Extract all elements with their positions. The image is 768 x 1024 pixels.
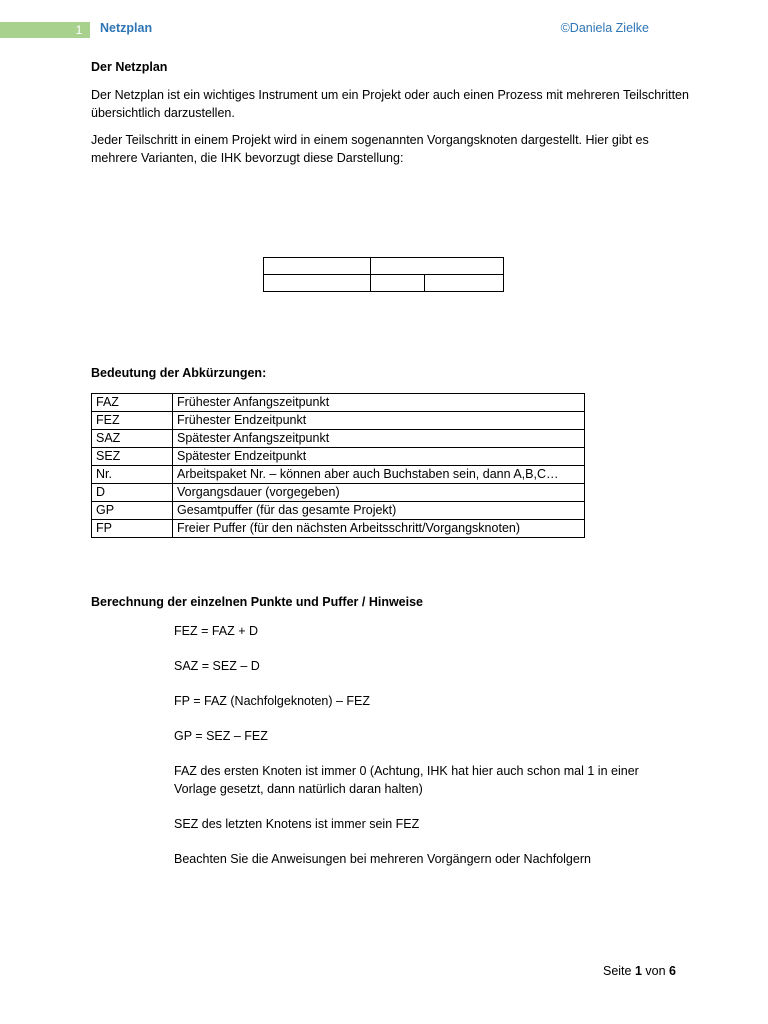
node-description-paragraph: Jeder Teilschritt in einem Projekt wird in einem sogenannten Vorgangsknoten dargestellt. Hier gibt es mehrere Varianten, die IHK bevorzugt diese Darstellung:: [91, 133, 649, 165]
page-footer: [603, 964, 676, 978]
table-row: [92, 484, 585, 502]
node-cell: [371, 275, 425, 292]
abbr-desc: Freier Puffer (für den nächsten Arbeitsschritt/Vorgangsknoten): [173, 520, 585, 538]
formula-fez: FEZ = FAZ + D: [174, 624, 259, 638]
abbr-key: FEZ: [92, 412, 173, 430]
abbr-desc: Gesamtpuffer (für das gesamte Projekt): [173, 502, 585, 520]
formula-fp: FP = FAZ (Nachfolgeknoten) – FEZ: [174, 694, 371, 708]
table-row: [92, 520, 585, 538]
abbr-desc: Frühester Endzeitpunkt: [173, 412, 585, 430]
abbr-key: GP: [92, 502, 173, 520]
abbreviation-table: [91, 393, 585, 538]
section-heading-abbreviations: Bedeutung der Abkürzungen:: [91, 366, 267, 380]
abbr-key: FAZ: [92, 394, 173, 412]
note-multiple-predecessors: Beachten Sie die Anweisungen bei mehreren Vorgängern oder Nachfolgern: [174, 852, 591, 866]
process-node-template: [263, 257, 504, 292]
abbr-desc: Spätester Endzeitpunkt: [173, 448, 585, 466]
footer-separator: von: [645, 964, 666, 978]
abbr-key: SEZ: [92, 448, 173, 466]
header-page-number: 1: [75, 23, 83, 37]
header-author: ©Daniela Zielke: [560, 21, 649, 35]
header-title: Netzplan: [100, 21, 153, 35]
note-sez-last-node: SEZ des letzten Knotens ist immer sein FEZ: [174, 817, 420, 831]
note-faz-first-node: FAZ des ersten Knoten ist immer 0 (Achtung, IHK hat hier auch schon mal 1 in einer Vorlage gesetzt, dann natürlich daran halten): [174, 764, 639, 796]
abbr-desc: Frühester Anfangszeitpunkt: [173, 394, 585, 412]
table-row: [92, 430, 585, 448]
abbr-desc: Spätester Anfangszeitpunkt: [173, 430, 585, 448]
table-row: [92, 412, 585, 430]
abbr-key: Nr.: [92, 466, 173, 484]
intro-paragraph: Der Netzplan ist ein wichtiges Instrument um ein Projekt oder auch einen Prozess mit mehreren Teilschritten übersichtlich darzustellen.: [91, 88, 689, 120]
footer-total-pages: 6: [669, 964, 676, 978]
footer-prefix: Seite: [602, 964, 632, 978]
table-row: [92, 394, 585, 412]
section-heading-netzplan: Der Netzplan: [91, 60, 168, 74]
section-heading-calculation: Berechnung der einzelnen Punkte und Puffer / Hinweise: [91, 595, 424, 609]
abbr-desc: Arbeitspaket Nr. – können aber auch Buchstaben sein, dann A,B,C…: [173, 466, 585, 484]
table-row: [92, 466, 585, 484]
node-cell: [371, 258, 504, 275]
table-row: [92, 448, 585, 466]
abbr-key: SAZ: [92, 430, 173, 448]
formula-saz: SAZ = SEZ – D: [174, 659, 260, 673]
formula-gp: GP = SEZ – FEZ: [174, 729, 268, 743]
node-cell: [264, 275, 371, 292]
abbr-desc: Vorgangsdauer (vorgegeben): [173, 484, 585, 502]
node-cell: [264, 258, 371, 275]
footer-current-page: 1: [634, 964, 642, 978]
abbr-key: FP: [92, 520, 173, 538]
table-row: [92, 502, 585, 520]
abbr-key: D: [92, 484, 173, 502]
node-cell: [425, 275, 504, 292]
